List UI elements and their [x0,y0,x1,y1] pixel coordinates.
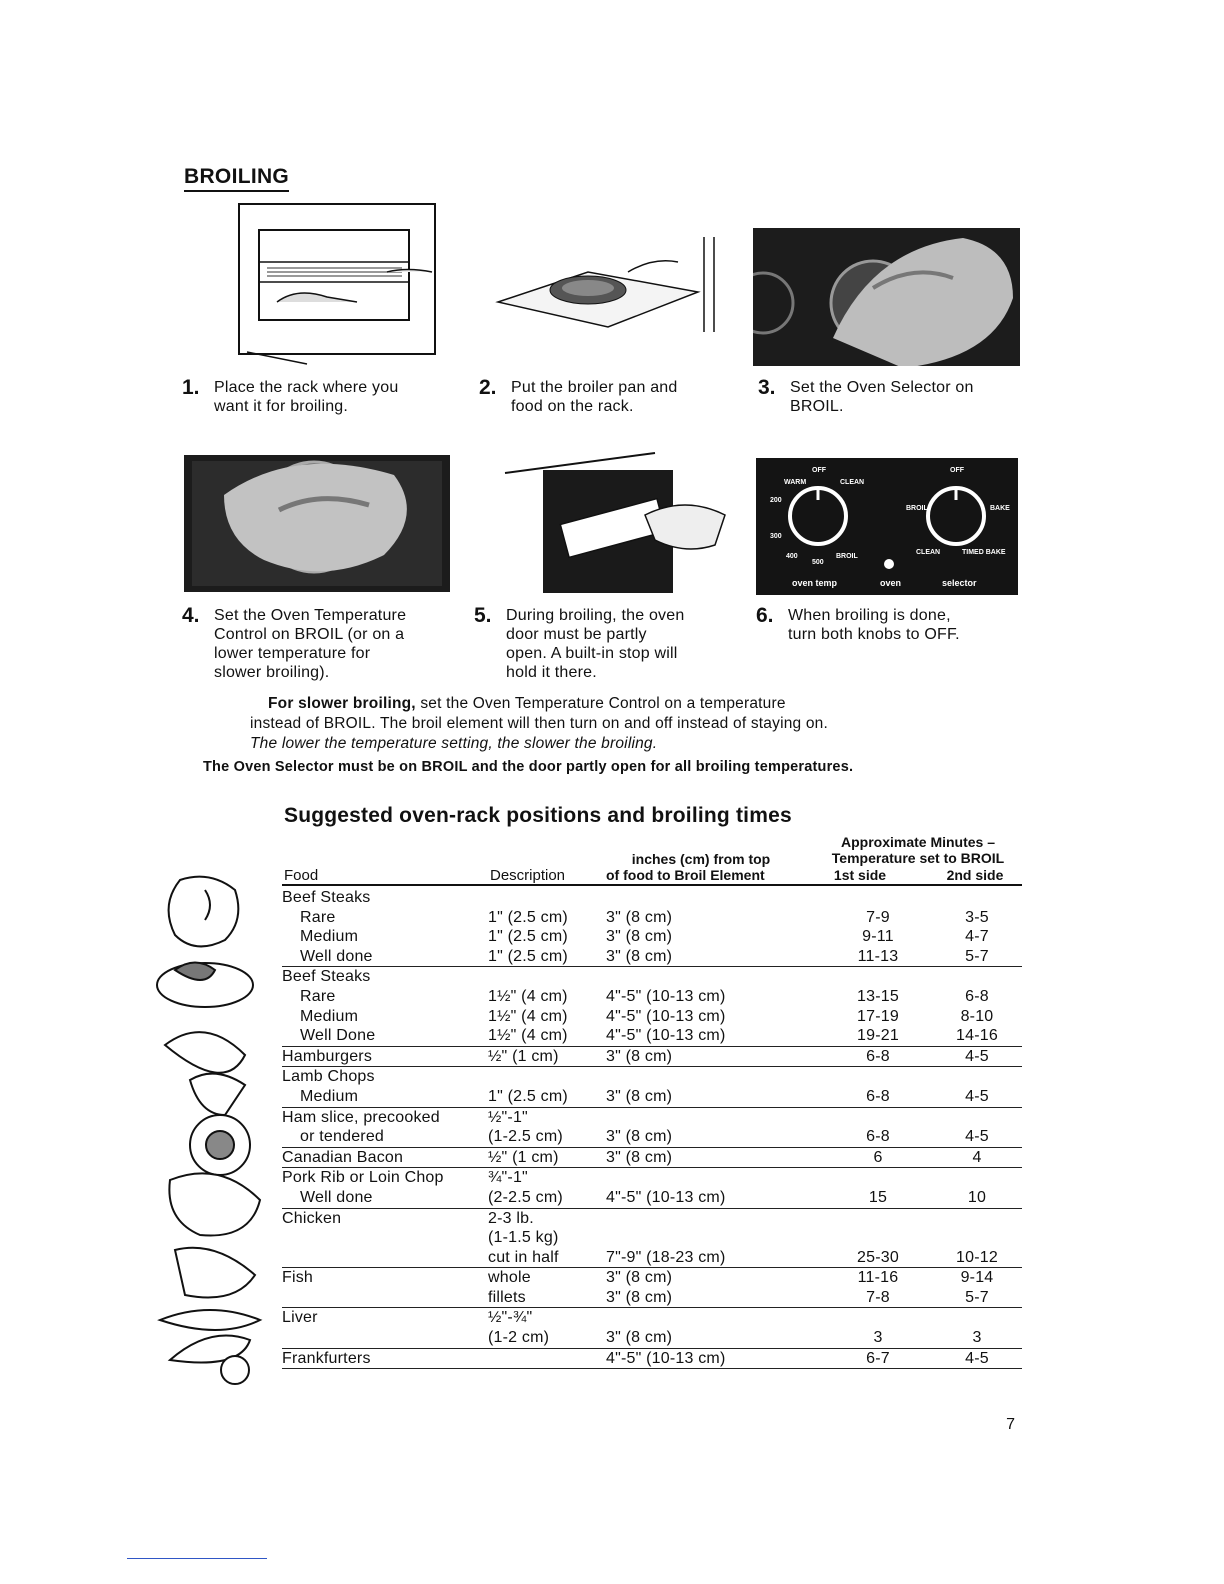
cell-inches [606,1147,824,1168]
cell-side2 [932,1268,1022,1308]
table-row [282,1107,1022,1147]
food-line: Liver [282,1309,318,1327]
inches-line: 3" (8 cm) [606,928,673,946]
step-text: Place the rack where you want it for broiling. [214,379,399,415]
footer-rule [127,1558,267,1559]
header-inches-line-2: of food to Broil Element [606,867,765,883]
side2-line: 10 [967,1188,987,1206]
side2-line: 3-5 [965,908,989,926]
side1-line: 25-30 [857,1248,899,1266]
desc-line: (1-1.5 kg) [488,1229,559,1247]
table-row [282,1168,1022,1208]
step-text: During broiling, the oven door must be partly open. A built-in stop will hold it there. [506,607,685,681]
desc-line: 1" (2.5 cm) [488,947,568,965]
cell-side2 [932,1067,1022,1107]
food-illustrations [150,870,278,1400]
step-3 [758,378,974,416]
door-open-illustration [495,445,727,593]
left-knob-label: 200 [770,497,782,504]
oven-selector-photo [753,228,1020,366]
cell-food [282,1208,488,1268]
desc-line: 1½" (4 cm) [488,1027,568,1045]
left-knob-label: OFF [812,467,826,474]
table-row [282,888,1022,967]
side1-line: 13-15 [857,987,899,1005]
inches-line: 3" (8 cm) [606,1148,673,1166]
cell-food [282,1067,488,1107]
cell-side2 [932,1348,1022,1369]
side1-line: 11-16 [857,1269,899,1287]
note-line-3: The lower the temperature setting, the slower the broiling. [250,735,658,752]
side2-line [932,1168,1022,1188]
right-knob-label: OFF [950,467,964,474]
inches-line [606,1228,824,1248]
desc-line: ½"-1" [488,1108,528,1126]
right-knob-label: BAKE [990,505,1010,512]
cell-side1 [824,1067,932,1107]
desc-line [488,967,606,987]
inches-line: 3" (8 cm) [606,1329,673,1347]
cell-inches [606,1348,824,1369]
desc-line: 1½" (4 cm) [488,987,568,1005]
food-line [282,1228,488,1248]
side1-line: 11-13 [857,947,899,965]
side2-line [932,1308,1022,1328]
cell-inches [606,1308,824,1348]
cell-side2 [932,1168,1022,1208]
cell-desc [488,1268,606,1308]
food-line: Canadian Bacon [282,1148,404,1166]
table-row [282,1147,1022,1168]
side1-line [824,967,932,987]
left-knob-label: CLEAN [840,479,865,486]
step-number: 5. [474,604,492,627]
side2-line [932,967,1022,987]
inches-line: 4"-5" (10-13 cm) [606,1027,726,1045]
inches-line: 3" (8 cm) [606,1288,673,1306]
step-6 [756,606,960,644]
side2-line [932,1228,1022,1248]
inches-line: 4"-5" (10-13 cm) [606,1349,726,1367]
left-knob-label: 400 [786,553,798,560]
table-row [282,1308,1022,1348]
cell-desc [488,1067,606,1107]
food-line: Rare [300,908,336,926]
food-line: Well Done [300,1027,376,1045]
side1-line: 17-19 [857,1007,899,1025]
cell-side2 [932,1147,1022,1168]
desc-line: 2-3 lb. [488,1209,534,1227]
header-approx-line-2: Temperature set to BROIL [831,850,1005,866]
cell-side2 [932,1308,1022,1348]
desc-line [488,1349,606,1369]
inches-line [606,1168,824,1188]
cell-side1 [824,1107,932,1147]
table-row [282,967,1022,1046]
side1-line: 15 [868,1188,888,1206]
section-title: BROILING [184,165,289,192]
header-1st-side: 1st side [833,867,887,883]
inches-line: 3" (8 cm) [606,1128,673,1146]
desc-line: ½" (1 cm) [488,1047,559,1065]
side2-line: 14-16 [956,1027,998,1045]
cell-desc [488,1308,606,1348]
cell-desc [488,1168,606,1208]
header-2nd-side: 2nd side [946,867,1004,883]
desc-line [488,1067,606,1087]
table-row [282,1268,1022,1308]
header-description: Description [490,867,566,884]
table-row [282,1067,1022,1107]
cell-desc [488,1147,606,1168]
side2-line [932,1067,1022,1087]
desc-line: (1-2 cm) [488,1329,550,1347]
cell-desc [488,888,606,967]
cell-side2 [932,1107,1022,1147]
note-line-2: instead of BROIL. The broil element will then turn on and off instead of staying on. [250,715,829,732]
inches-line: 3" (8 cm) [606,1087,673,1105]
right-knob-label: CLEAN [916,549,941,556]
left-knob-label: 300 [770,533,782,540]
side1-line: 9-11 [862,928,894,946]
cell-side2 [932,1208,1022,1268]
inches-line [606,1209,824,1229]
side2-line: 4-5 [965,1349,989,1367]
cell-inches [606,1067,824,1107]
step-text: When broiling is done, turn both knobs to OFF. [788,607,960,643]
side1-line [824,1228,932,1248]
desc-line: (2-2.5 cm) [488,1188,563,1206]
step-text: Set the Oven Selector on BROIL. [790,379,974,415]
food-line [282,1288,488,1308]
broiling-table [282,888,1022,1369]
table-row [282,1208,1022,1268]
inches-line: 3" (8 cm) [606,908,673,926]
side2-line [932,1108,1022,1128]
left-knob-label: 500 [812,559,824,566]
food-line: Beef Steaks [282,889,371,906]
inches-line [606,1308,824,1328]
inches-line: 4"-5" (10-13 cm) [606,1007,726,1025]
side2-line: 5-7 [965,1288,989,1306]
cell-side1 [824,1308,932,1348]
inches-line: 3" (8 cm) [606,1047,673,1065]
cell-side1 [824,1147,932,1168]
cell-food [282,1046,488,1067]
slower-broiling-note [268,695,786,713]
inches-line: 3" (8 cm) [606,1269,673,1287]
slower-broiling-lead: For slower broiling, [268,695,416,712]
food-line: or tendered [300,1128,385,1146]
cell-inches [606,888,824,967]
cell-inches [606,1046,824,1067]
table-row [282,1046,1022,1067]
food-line: Fish [282,1269,314,1287]
cell-inches [606,1208,824,1268]
cell-food [282,1147,488,1168]
side1-line [824,1168,932,1188]
cell-desc [488,1348,606,1369]
inches-line: 4"-5" (10-13 cm) [606,987,726,1005]
side2-line: 4-5 [965,1087,989,1105]
rack-placement-illustration [237,202,437,367]
side2-line: 6-8 [965,987,989,1005]
step-number: 2. [479,376,497,399]
side1-line: 6-8 [866,1128,890,1146]
cell-food [282,888,488,967]
side1-line: 3 [873,1329,883,1347]
step-number: 4. [182,604,200,627]
desc-line [488,888,606,908]
cell-inches [606,1107,824,1147]
food-line: Medium [300,1087,359,1105]
cell-side1 [824,1168,932,1208]
desc-line: cut in half [488,1248,559,1266]
cell-food [282,1168,488,1208]
side1-line [824,888,932,908]
desc-line: ¾"-1" [488,1169,528,1187]
food-line: Rare [300,987,336,1005]
food-line: Medium [300,1007,359,1025]
step-text: Set the Oven Temperature Control on BROIL (or on a lower temperature for slower broiling). [214,607,407,681]
step-1 [182,378,398,416]
side1-line [824,1209,932,1229]
cell-food [282,1268,488,1308]
inches-line [606,888,824,908]
step-number: 1. [182,376,200,399]
cell-side1 [824,1348,932,1369]
desc-line: ½" (1 cm) [488,1148,559,1166]
cell-food [282,1348,488,1369]
side1-line: 6-8 [866,1087,890,1105]
side1-line: 19-21 [857,1027,899,1045]
header-food: Food [284,867,319,884]
cell-inches [606,1268,824,1308]
side2-line: 10-12 [956,1248,998,1266]
food-line: Frankfurters [282,1349,371,1367]
side2-line: 4-7 [965,928,989,946]
side1-line [824,1308,932,1328]
step-2 [479,378,678,416]
side2-line [932,1209,1022,1229]
slower-broiling-text: set the Oven Temperature Control on a temperature [415,695,786,712]
inches-line: 3" (8 cm) [606,947,673,965]
knob-panel-illustration [756,458,1018,595]
oven-temp-caption: oven temp [792,578,838,588]
inches-line [606,1067,824,1087]
food-line: Well done [300,947,373,965]
right-knob-label: BROIL [906,505,928,512]
selector-caption: selector [942,578,977,588]
table-row [282,1348,1022,1369]
cell-side1 [824,1046,932,1067]
desc-line: fillets [488,1288,526,1306]
side1-line: 6-7 [866,1349,890,1367]
food-line: Lamb Chops [282,1068,375,1086]
side2-line: 3 [972,1329,982,1347]
inches-line: 4"-5" (10-13 cm) [606,1188,726,1206]
food-line: Well done [300,1188,373,1206]
food-line: Beef Steaks [282,968,371,986]
cell-side2 [932,967,1022,1046]
inches-line: 7"-9" (18-23 cm) [606,1248,726,1266]
food-line: Chicken [282,1209,342,1227]
side2-line: 9-14 [960,1269,994,1287]
side1-line: 7-8 [866,1288,890,1306]
warning-note: The Oven Selector must be on BROIL and the door partly open for all broiling temperatures. [203,759,854,775]
side1-line [824,1067,932,1087]
side1-line: 7-9 [866,908,890,926]
cell-side1 [824,1268,932,1308]
step-4 [182,606,406,682]
desc-line: 1½" (4 cm) [488,1007,568,1025]
header-rule [282,884,1022,886]
cell-food [282,1308,488,1348]
cell-desc [488,1046,606,1067]
side1-line: 6 [873,1148,883,1166]
inches-line [606,967,824,987]
side2-line: 4 [972,1148,982,1166]
cell-desc [488,1208,606,1268]
desc-line: 1" (2.5 cm) [488,1087,568,1105]
step-number: 3. [758,376,776,399]
desc-line: 1" (2.5 cm) [488,928,568,946]
side1-line [824,1108,932,1128]
desc-line: 1" (2.5 cm) [488,908,568,926]
cell-side1 [824,967,932,1046]
page-number: 7 [1006,1416,1015,1433]
cell-side2 [932,888,1022,967]
temperature-control-photo [184,455,450,592]
food-line [282,1328,488,1348]
cell-side1 [824,1208,932,1268]
step-number: 6. [756,604,774,627]
left-knob-label: BROIL [836,553,858,560]
side2-line: 5-7 [965,947,989,965]
food-line: Medium [300,928,359,946]
cell-inches [606,1168,824,1208]
cell-side1 [824,888,932,967]
left-knob-label: WARM [784,479,807,486]
side2-line: 4-5 [965,1128,989,1146]
broiler-pan-illustration [478,232,720,342]
desc-line: (1-2.5 cm) [488,1128,563,1146]
inches-line [606,1108,824,1128]
cell-desc [488,1107,606,1147]
cell-inches [606,967,824,1046]
food-line: Pork Rib or Loin Chop [282,1169,444,1187]
cell-side2 [932,1046,1022,1067]
header-approx-line-1: Approximate Minutes – [840,834,996,850]
step-text: Put the broiler pan and food on the rack. [511,379,678,415]
desc-line: whole [488,1269,531,1287]
right-knob-label: TIMED BAKE [962,549,1006,556]
table-title: Suggested oven-rack positions and broiling times [284,804,792,827]
cell-desc [488,967,606,1046]
food-line: Ham slice, precooked [282,1108,440,1126]
cell-food [282,967,488,1046]
header-inches-line-1: inches (cm) from top [631,851,771,867]
cell-food [282,1107,488,1147]
side2-line: 8-10 [960,1007,994,1025]
side2-line [932,888,1022,908]
desc-line: ½"-¾" [488,1309,533,1327]
side2-line: 4-5 [965,1047,989,1065]
oven-caption: oven [880,578,902,588]
food-line [282,1248,488,1268]
food-line: Hamburgers [282,1047,373,1065]
side1-line: 6-8 [866,1047,890,1065]
step-5 [474,606,684,682]
